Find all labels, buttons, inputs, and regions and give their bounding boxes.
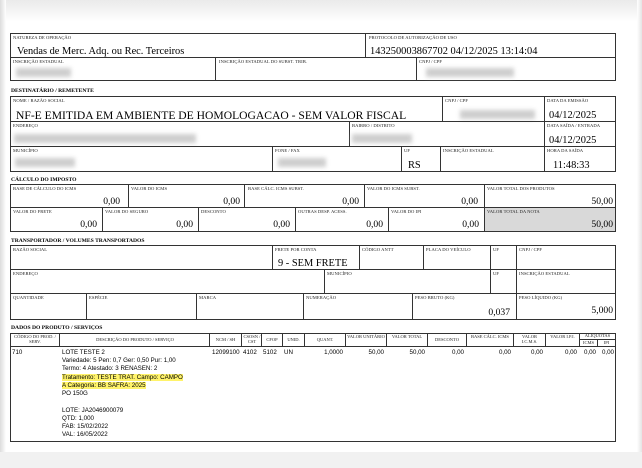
imp-seguro-value: 0,00 [176,219,193,230]
cell-base: 0,00 [498,349,511,356]
imp-base-icms-value: 0,00 [103,196,120,207]
cell-vipi: 0,00 [564,349,577,356]
desc-line-4-highlighted: Tratamento: TESTE TRAT. Campo: CAMPO [62,374,183,381]
imp-base-st-value: 0,00 [342,196,359,207]
th-csosn: CSOSN / CST [243,334,261,344]
transp-frete-value: 9 - SEM FRETE [278,258,348,269]
cell-quant: 1,0000 [324,349,343,356]
dest-nome-value: NF-E EMITIDA EM AMBIENTE DE HOMOLOGACAO - SEM VALOR FISCAL [16,109,407,122]
natureza-label: NATUREZA DE OPERAÇÃO [13,35,72,40]
th-aicms: ICMS [582,340,594,345]
hora-saida-label: HORA DA SAÍDA [547,148,584,153]
imp-seguro-label: VALOR DO SEGURO [105,209,149,214]
transp-ie-label: INSCRIÇÃO ESTADUAL [519,271,570,276]
dest-bairro-redacted [352,134,412,143]
imposto-section-title: CÁLCULO DO IMPOSTO [11,177,77,183]
dest-fone-label: FONE / FAX [275,148,300,153]
transp-frete-label: FRETE POR CONTA [275,247,317,252]
th-descricao: DESCRIÇÃO DO PRODUTO / SERVIÇO [96,337,174,342]
data-emissao-label: DATA DA EMISSÃO [547,98,589,103]
th-unid: UNID. [287,337,300,342]
data-emissao-value: 04/12/2025 [549,110,597,121]
cell-ncm: 12099100 [212,349,240,356]
cell-unid: UN [284,349,293,356]
imp-total-nota-value: 50,00 [591,219,613,230]
transp-razao-box [10,245,273,270]
imp-frete-value: 0,00 [80,219,97,230]
right-shadow [637,0,642,468]
ie-label: INSCRIÇÃO ESTADUAL [13,59,64,64]
desc-line-10: FAB: 15/02/2022 [62,423,109,430]
protocolo-value: 143250003867702 04/12/2025 13:14:04 [370,46,538,57]
transp-peso-liquido-label: PESO LÍQUIDO (KG) [519,295,563,300]
transp-antt-label: CÓDIGO ANTT [362,247,394,252]
data-saida-value: 04/12/2025 [549,135,597,146]
data-saida-label: DATA SAÍDA / ENTRADA [547,123,601,128]
th-vunit: VALOR UNITÁRIO [347,334,385,339]
emit-cnpj-label: CNPJ / CPF [419,59,442,64]
imp-outras-value: 0,00 [366,219,383,230]
th-vtotal: VALOR TOTAL [391,334,423,339]
dest-municipio-redacted [15,158,75,167]
desc-line-1: LOTE TESTE 2 [62,349,105,356]
imp-valor-icms-value: 0,00 [223,196,240,207]
imp-ipi-value: 0,00 [462,219,479,230]
imp-total-nota-label: VALOR TOTAL DA NOTA [487,209,540,214]
top-shadow [0,0,642,22]
th-aipi: IPI [603,340,610,345]
imp-valor-icms-label: VALOR DO ICMS [131,186,168,191]
desc-line-9: QTD: 1,000 [62,415,94,422]
cell-cfop: 5102 [263,349,277,356]
hora-saida-value: 11:48:33 [553,160,590,171]
cell-aicms: 0,00 [583,349,596,356]
cell-aipi: 0,00 [601,349,614,356]
transp-uf2-label: UF [493,271,499,276]
th-quant: QUANT. [316,337,334,342]
cell-vtotal: 50,00 [409,349,425,356]
imp-desconto-value: 0,00 [273,219,290,230]
desc-line-11: VAL: 16/05/2022 [62,431,108,438]
dest-fone-redacted [278,158,326,167]
transp-razao-label: RAZÃO SOCIAL [13,247,48,252]
protocolo-label: PROTOCOLO DE AUTORIZAÇÃO DE USO [369,35,457,40]
bottom-strip [0,452,642,468]
emit-cnpj-redacted [426,68,514,77]
dest-uf-value: RS [408,160,421,171]
th-aliquotas: ALÍQUOTAS [584,333,611,338]
dest-endereco-redacted [14,134,196,143]
desc-line-3: Termo: 4 Atestado: 3 RENASEN: 2 [62,365,158,372]
imp-base-st-label: BASE CÁLC. ICMS SUBST. [248,186,305,191]
dest-municipio-label: MUNICÍPIO [13,148,38,153]
desc-line-2: Variedade: 5 Pen: 0,7 Ger: 0,50 Pur: 1,00 [62,357,176,364]
transp-placa-label: PLACA DO VEÍCULO [426,247,471,252]
dest-bairro-label: BAIRRO / DISTRITO [352,123,395,128]
transp-peso-bruto-label: PESO BRUTO (KG) [415,295,455,300]
transp-peso-bruto-value: 0,037 [488,307,510,318]
transp-municipio-label: MUNICÍPIO [327,271,352,276]
transp-peso-liquido-value: 5,000 [591,305,613,316]
dest-nome-label: NOME / RAZÃO SOCIAL [13,98,65,103]
imp-ipi-label: VALOR DO IPI [391,209,422,214]
cell-codigo: 710 [12,349,23,356]
th-ncm: NCM / SH [215,337,236,342]
dest-endereco-label: ENDEREÇO [13,123,38,128]
imp-frete-label: VALOR DO FRETE [13,209,52,214]
ie-subst-label: INSCRIÇÃO ESTADUAL DO SUBST. TRIB. [219,59,308,64]
th-codigo: CÓDIGO DO PROD. / SERV. [14,334,56,344]
desc-line-6: PO 150G [62,390,88,397]
cell-vunit: 50,00 [368,349,384,356]
transp-especie-label: ESPÉCIE [89,295,108,300]
imp-total-produtos-value: 50,00 [591,196,613,207]
natureza-value: Vendas de Merc. Adq. ou Rec. Terceiros [17,46,185,57]
dest-ie-label: INSCRIÇÃO ESTADUAL [443,148,494,153]
transp-cnpj-label: CNPJ / CPF [519,247,542,252]
dest-uf-label: UF [404,148,410,153]
transp-quantidade-label: QUANTIDADE [13,295,44,300]
desc-line-5-highlighted: A Categoria: BB SAFRA: 2025 [62,382,146,389]
imp-total-produtos-label: VALOR TOTAL DOS PRODUTOS [487,186,555,191]
transp-uf-label: UF [493,247,499,252]
produtos-section-title: DADOS DO PRODUTO / SERVIÇOS [11,325,103,331]
left-shadow [0,0,6,468]
th-vipi: VALOR I.P.I. [550,334,575,339]
th-vicms: VALOR I.C.M.S. [521,334,538,344]
transp-endereco-label: ENDEREÇO [13,271,38,276]
imp-base-icms-label: BASE DE CÁLCULO DO ICMS [13,186,77,191]
transportador-section-title: TRANSPORTADOR / VOLUMES TRANSPORTADOS [11,238,145,244]
imp-desconto-label: DESCONTO [201,209,226,214]
cell-vicms: 0,00 [530,349,543,356]
dest-cnpj-redacted [460,110,535,119]
cell-csosn: 4102 [243,349,257,356]
transp-marca-label: MARCA [199,295,217,300]
th-cfop: CFOP [266,337,278,342]
transp-endereco-box [10,269,325,294]
transp-numeracao-label: NUMERAÇÃO [306,295,337,300]
imp-outras-label: OUTRAS DESP. ACESS. [298,209,347,214]
th-base: BASE CÁLC. ICMS [471,334,509,339]
destinatario-section-title: DESTINATÁRIO / REMETENTE [11,88,94,94]
th-desconto: DESCONTO [435,337,459,342]
ie-redacted [16,68,71,77]
imp-valor-st-label: VALOR DO ICMS SUBST. [367,186,420,191]
desc-line-8: LOTE: JA2046900079 [62,407,124,414]
cell-desconto: 0,00 [451,349,464,356]
dest-cnpj-label: CNPJ / CPF [445,98,468,103]
imp-valor-st-value: 0,00 [461,196,478,207]
